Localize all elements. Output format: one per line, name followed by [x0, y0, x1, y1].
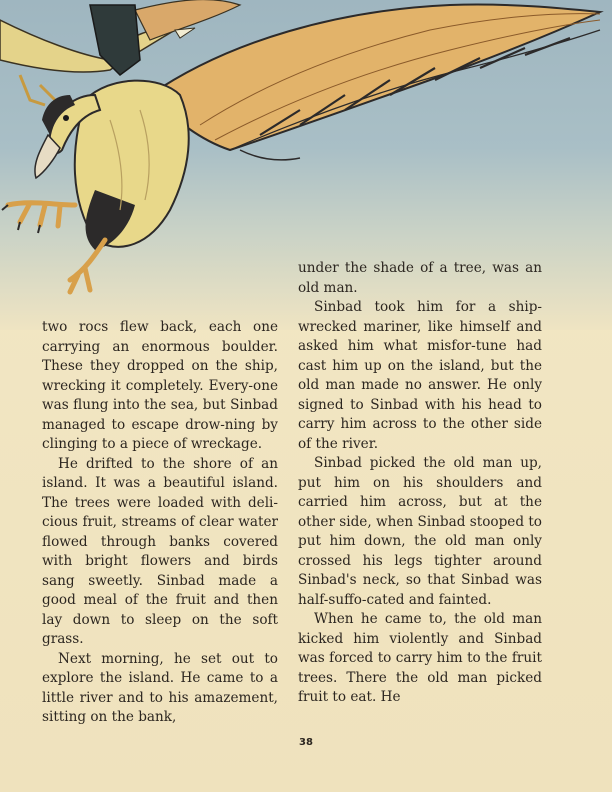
paragraph: Sinbad picked the old man up, put him on his shoulders and carried him across, but at the other side, when Sinbad stooped to put him down, the old man only crossed his legs tighter around Sinbad's neck, so that Sinbad was half-suffo-cated and fainted. — [298, 455, 542, 608]
page-number: 38 — [299, 737, 313, 748]
paragraph: under the shade of a tree, was an old man. — [298, 260, 542, 296]
paragraph: Next morning, he set out to explore the island. He came to a little river and to his amazement, sitting on the bank, — [42, 650, 278, 725]
right-text-column — [298, 259, 542, 708]
left-text-column — [42, 318, 278, 728]
paragraph: When he came to, the old man kicked him violently and Sinbad was forced to carry him to the fruit trees. There the old man picked fruit to eat. He — [298, 611, 542, 705]
paragraph: He drifted to the shore of an island. It was a beautiful island. The trees were loaded with deli-cious fruit, streams of clear water flowed through banks covered with bright flowers and birds sang sweetly. Sinbad made a good meal of the fruit and then lay down to sleep on the soft grass. — [42, 455, 278, 647]
roc-wing — [150, 5, 600, 160]
paragraph: two rocs flew back, each one carrying an enormous boulder. These they dropped on the ship, wrecking it completely. Every-one was flung into the sea, but Sinbad managed to escape drow-ning by clinging to a piece of wreckage. — [42, 319, 278, 452]
paragraph: Sinbad took him for a ship-wrecked mariner, like himself and asked him what misfor-tune had cast him up on the island, but the old man made no answer. He only signed to Sinbad with his head to carry him across to the other side of the river. — [298, 299, 542, 452]
